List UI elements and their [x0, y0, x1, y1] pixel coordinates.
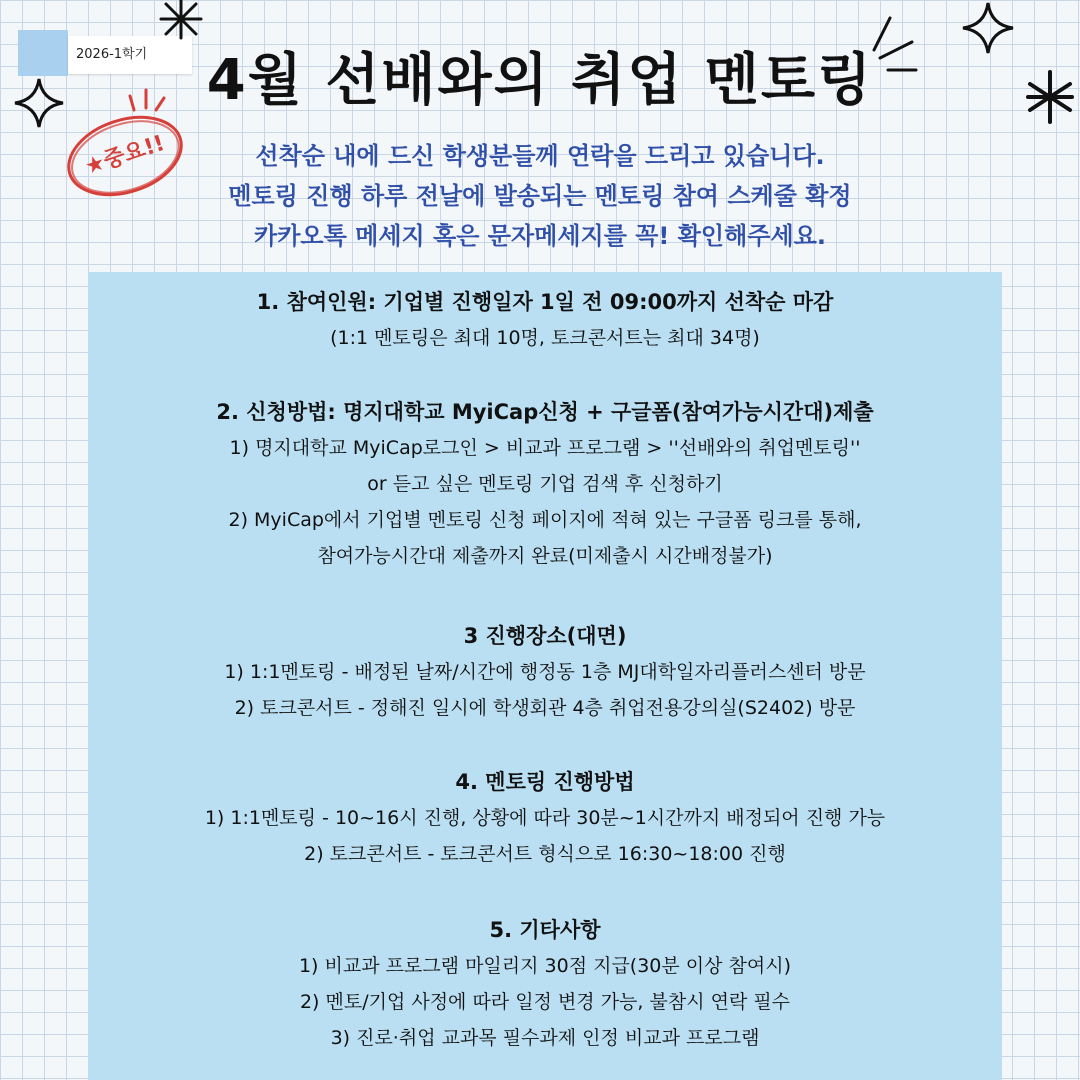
- section-line: 2) 멘토/기업 사정에 따라 일정 변경 가능, 불참시 연락 필수: [299, 991, 791, 1013]
- section-application-method: [88, 394, 1002, 574]
- section-line: 1) 비교과 프로그램 마일리지 30점 지급(30분 이상 참여시): [298, 955, 792, 977]
- intro-line: 카카오톡 메세지 혹은 문자메세지를 꼭! 확인해주세요.: [254, 222, 826, 250]
- section-heading: 5. 기타사항: [489, 918, 601, 942]
- section-mentoring-method: [88, 764, 1002, 872]
- section-heading: 3 진행장소(대면): [463, 624, 627, 648]
- section-heading: 1. 참여인원: 기업별 진행일자 1일 전 09:00까지 선착순 마감: [256, 290, 834, 314]
- section-line: 2) 토크콘서트 - 토크콘서트 형식으로 16:30~18:00 진행: [304, 843, 786, 865]
- section-line: 3) 진로·취업 교과목 필수과제 인정 비교과 프로그램: [330, 1027, 760, 1049]
- section-other-notes: [88, 912, 1002, 1056]
- section-participants: [88, 284, 1002, 356]
- intro-line: 멘토링 진행 하루 전날에 발송되는 멘토링 참여 스케줄 확정: [228, 182, 852, 210]
- asterisk-icon: [158, 0, 204, 40]
- section-line: 2) 토크콘서트 - 정해진 일시에 학생회관 4층 취업전용강의실(S2402) 방문: [234, 697, 856, 719]
- section-line: 1) 1:1멘토링 - 10~16시 진행, 상황에 따라 30분~1시간까지 배정되어 진행 가능: [204, 807, 886, 829]
- section-line: 1) 1:1멘토링 - 배정된 날짜/시간에 행정동 1층 MJ대학일자리플러스센터 방문: [224, 661, 866, 683]
- section-line: (1:1 멘토링은 최대 10명, 토크콘서트는 최대 34명): [330, 327, 760, 349]
- stamp-label: ★중요!!: [81, 130, 168, 181]
- intro-text: [0, 136, 1080, 256]
- section-line: 2) MyiCap에서 기업별 멘토링 신청 페이지에 적혀 있는 구글폼 링크를 통해,: [228, 509, 862, 531]
- section-heading: 2. 신청방법: 명지대학교 MyiCap신청 + 구글폼(참여가능시간대)제출: [216, 400, 874, 424]
- section-line: 1) 명지대학교 MyiCap로그인 > 비교과 프로그램 > ''선배와의 취업멘토링'': [229, 437, 861, 459]
- semester-tag: 2026-1학기: [68, 36, 192, 74]
- section-line: 참여가능시간대 제출까지 완료(미제출시 시간배정불가): [317, 545, 773, 567]
- section-heading: 4. 멘토링 진행방법: [455, 770, 635, 794]
- section-line: or 듣고 싶은 멘토링 기업 검색 후 신청하기: [367, 473, 723, 495]
- page-title: 4월 선배와의 취업 멘토링: [206, 48, 874, 113]
- intro-line: 선착순 내에 드신 학생분들께 연락을 드리고 있습니다.: [255, 142, 825, 170]
- section-venue: [88, 618, 1002, 726]
